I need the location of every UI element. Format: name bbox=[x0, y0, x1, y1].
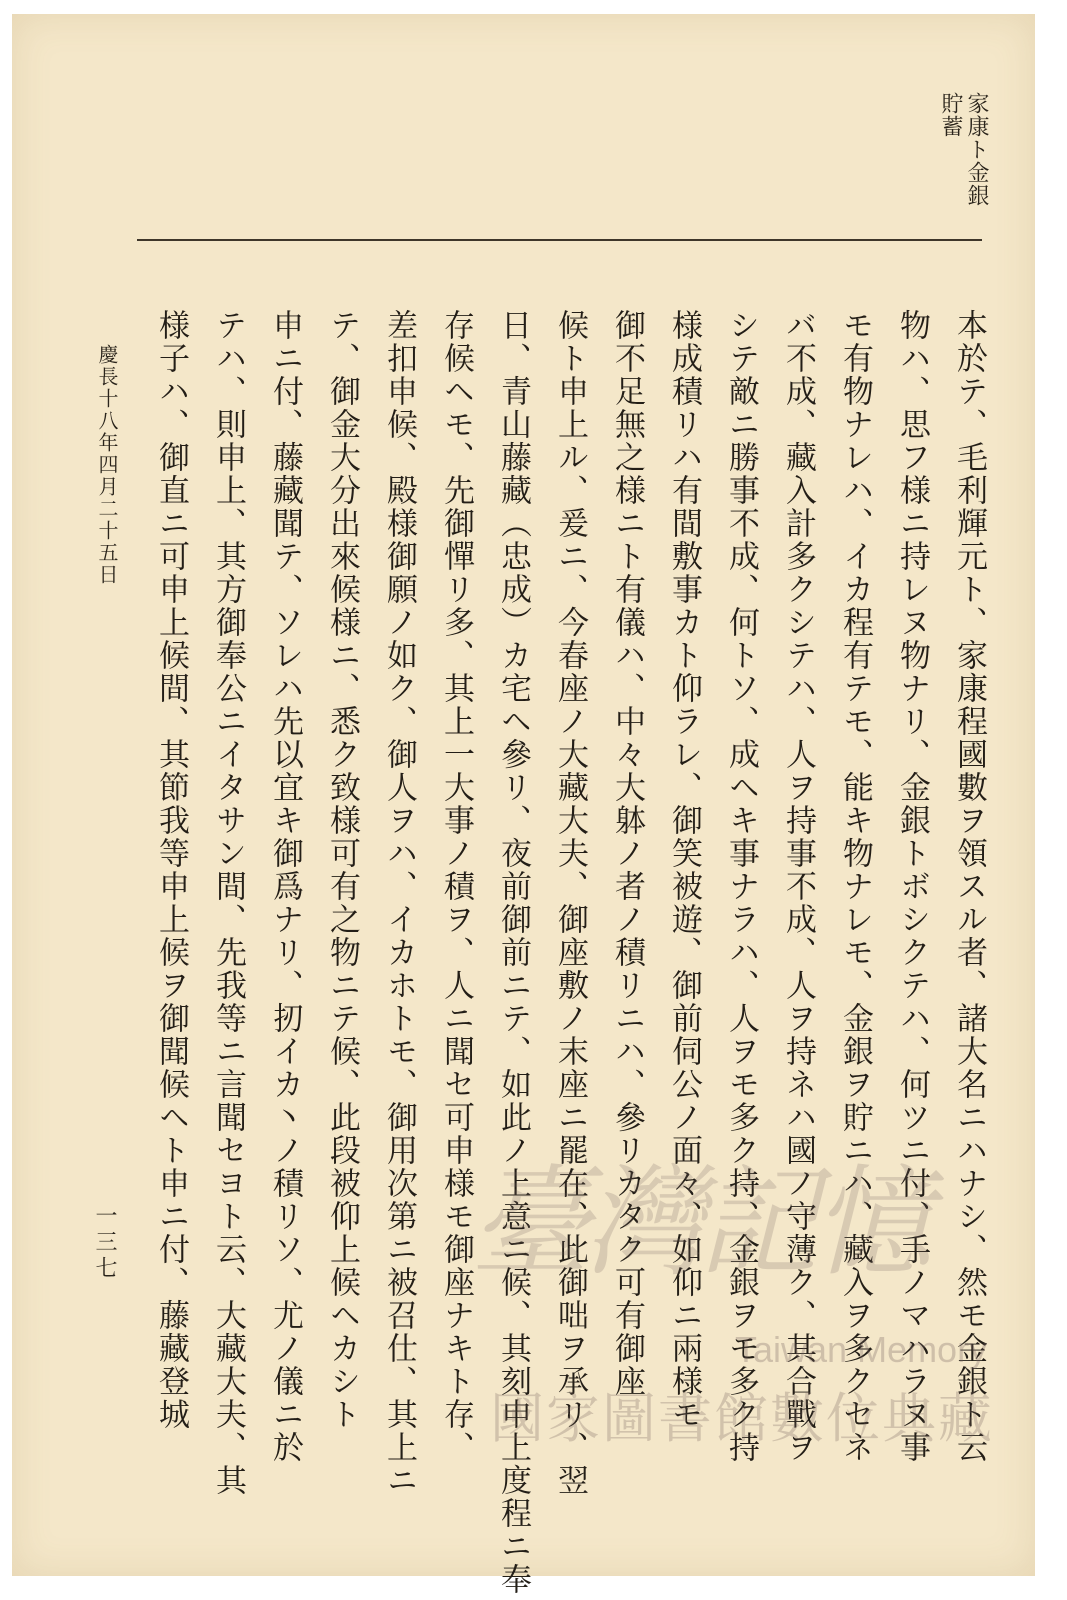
body-line: 様成積リハ有間敷事カト仰ラレ、御笑被遊、御前伺公ノ面々、如仰ニ兩様モ bbox=[666, 309, 702, 1431]
body-line: テハ、則申上、其方御奉公ニイタサン間、先我等ニ言聞セヨト云、大藏大夫、其 bbox=[210, 309, 246, 1497]
body-line: 様子ハ、御直ニ可申上候間、其節我等申上候ヲ御聞候ヘト申ニ付、藤藏登城 bbox=[153, 309, 189, 1431]
watermark-english: Taiwan Memory bbox=[735, 1329, 988, 1370]
body-line: 存候ヘモ、先御憚リ多、其上一大事ノ積ヲ、人ニ聞セ可申様モ御座ナキト存、 bbox=[438, 309, 474, 1464]
body-line: 日、青山藤藏（忠成）カ宅ヘ參リ、夜前御前ニテ、如此ノ上意ニ候、其刻申上度程ニ奉 bbox=[495, 309, 531, 1596]
body-text bbox=[122, 309, 997, 1596]
date-line: 慶長十八年四月二十五日 bbox=[95, 344, 119, 586]
body-line: 差扣申候、殿様御願ノ如ク、御人ヲハ、イカホトモ、御用次第ニ被召仕、其上ニ bbox=[381, 309, 417, 1497]
body-line: モ有物ナレハ、イカ程有テモ、能キ物ナレモ、金銀ヲ貯ニハ、藏入ヲ多クセネ bbox=[837, 309, 873, 1464]
body-line: シテ敵ニ勝事不成、何トソ、成ヘキ事ナラハ、人ヲモ多ク持、金銀ヲモ多ク持 bbox=[723, 309, 759, 1464]
body-line: 物ハ、思フ様ニ持レヌ物ナリ、金銀トボシクテハ、何ツニ付、手ノマハラヌ事 bbox=[894, 309, 930, 1464]
body-line: テ、御金大分出來候様ニ、悉ク致様可有之物ニテ候、此段被仰上候ヘカシト bbox=[324, 309, 360, 1431]
body-line: バ不成、藏入計多クシテハ、人ヲ持事不成、人ヲ持ネハ國ノ守薄ク、其合戰ヲ bbox=[780, 309, 816, 1464]
header-rule bbox=[137, 239, 982, 241]
body-line: 本於テ、毛利輝元ト、家康程國數ヲ領スル者、諸大名ニハナシ、然モ金銀ト云 bbox=[951, 309, 987, 1464]
body-line: 候ト申上ル、爰ニ、今春座ノ大藏大夫、御座敷ノ末座ニ罷在、此御咄ヲ承リ、翌 bbox=[552, 309, 588, 1497]
body-line: 申ニ付、藤藏聞テ、ソレハ先以宜キ御爲ナリ、扨イカ丶ノ積リソ、尤ノ儀ニ於 bbox=[267, 309, 303, 1464]
body-line: 御不足無之様ニト有儀ハ、中々大躰ノ者ノ積リニハ、參リカタク可有御座 bbox=[609, 309, 645, 1398]
book-page bbox=[12, 14, 1035, 1596]
watermark-org: 國家圖書館數位典藏 bbox=[490, 1387, 994, 1450]
watermark-calligraphy: 臺灣記憶 bbox=[470, 1154, 926, 1293]
page-number: 一三七 bbox=[92, 1204, 117, 1282]
running-head: 家康ト金銀貯蓄 bbox=[938, 92, 989, 207]
